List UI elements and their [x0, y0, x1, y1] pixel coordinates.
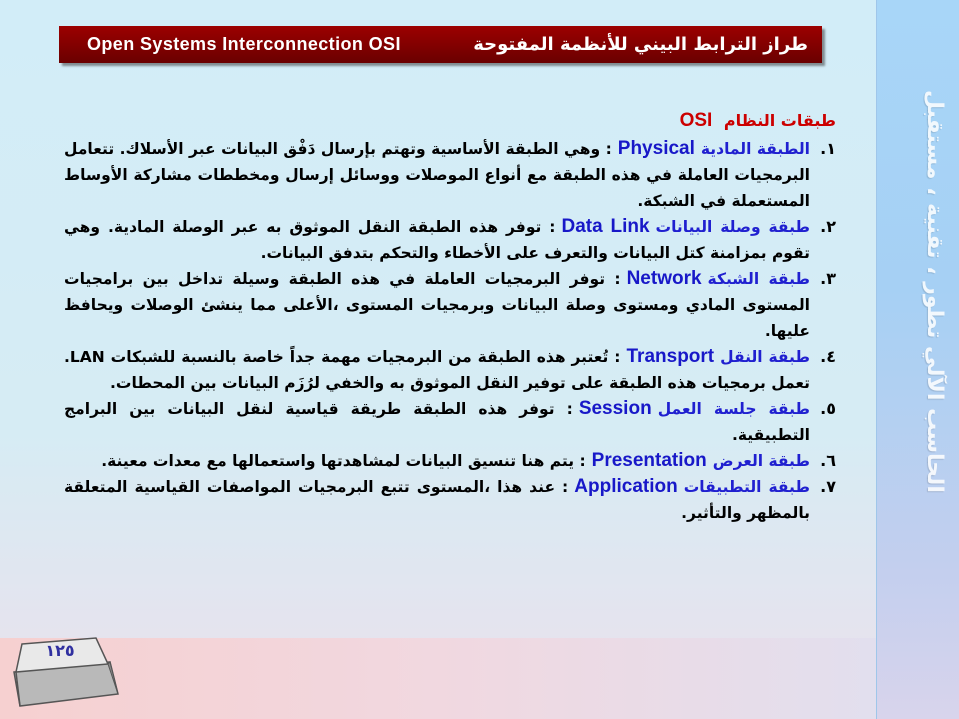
layer-description: : يتم هنا تنسيق البيانات لمشاهدتها واستعمالها مع معدات معينة. [101, 452, 586, 470]
layer-name-arabic: طبقة الشبكة [707, 270, 810, 288]
layer-number: ٧. [820, 477, 836, 496]
layer-text [64, 396, 810, 448]
layer-name-arabic: طبقة التطبيقات [683, 478, 810, 496]
layer-name-arabic: الطبقة المادية [700, 140, 810, 158]
layer-name-arabic: طبقة وصلة البيانات [655, 218, 810, 236]
layer-name-english: Application [574, 476, 678, 497]
layer-name-english: Network [626, 268, 702, 289]
header-title-english: Open Systems Interconnection OSI [87, 34, 401, 54]
section-title [64, 108, 836, 134]
page-number: ١٢٥ [45, 641, 75, 660]
layer-name-english: Session [578, 398, 652, 419]
layer-item-physical [64, 136, 836, 214]
layer-text [64, 214, 810, 266]
layer-text [64, 344, 810, 396]
slide-bottom-band [0, 638, 876, 719]
layer-description: : توفر البرمجيات العاملة في هذه الطبقة وسيلة تداخل بين برامجيات المستوى المادي ومستوى وصلة البيانات وبرمجيات المستوى ،الأعلى مما ينشئ الوصلات ويحافظ عليها. [64, 270, 810, 340]
layer-number: ٢. [820, 217, 836, 236]
layer-number: ٦. [820, 451, 836, 470]
layer-description: : وهي الطبقة الأساسية وتهتم بإرسال دَفْق البيانات عبر الأسلاك. تتعامل البرمجيات العاملة في هذه الطبقة مع أنواع الموصلات ووسائل إرسال ومخططات مشاركة الأوساط المستعملة في الشبكة. [64, 140, 810, 210]
slide-content [64, 108, 836, 526]
header-bar [59, 26, 822, 63]
layer-text [64, 448, 810, 474]
layer-item-network [64, 266, 836, 344]
layer-name-english: Transport [626, 346, 715, 367]
section-title-english: OSI [679, 110, 713, 131]
header-title-arabic: طراز الترابط البيني للأنظمة المفتوحة [473, 34, 808, 55]
layer-item-application [64, 474, 836, 526]
layer-number: ٥. [820, 399, 836, 418]
layer-item-presentation [64, 448, 836, 474]
layer-number: ٤. [820, 347, 836, 366]
layer-name-english: Physical [617, 138, 695, 159]
layer-description: : توفر هذه الطبقة النقل الموثوق به عبر الوصلة المادية. وهي تقوم بمزامنة كتل البيانات والتعرف على الأخطاء والتحكم بتدفق البيانات. [64, 218, 810, 262]
layer-description: : عند هذا ،المستوى تتبع البرمجيات المواصفات القياسية المتعلقة بالمظهر والتأثير. [64, 478, 810, 522]
layer-name-english: Data Link [561, 216, 650, 237]
layer-text [64, 474, 810, 526]
side-panel [876, 0, 959, 719]
layer-item-session [64, 396, 836, 448]
layer-name-english: Presentation [591, 450, 707, 471]
side-panel-title: الحاسب الآلي تطور ، تقنية ، مستقبل [922, 90, 947, 493]
layer-name-arabic: طبقة جلسة العمل [657, 400, 810, 418]
layer-name-arabic: طبقة العرض [712, 452, 810, 470]
page-number-keycap [10, 632, 120, 712]
layer-number: ١. [820, 139, 836, 158]
layer-text [64, 266, 810, 344]
layer-list [64, 136, 836, 526]
layer-name-arabic: طبقة النقل [720, 348, 810, 366]
section-title-arabic: طبقات النظام [723, 111, 836, 130]
layer-description: : توفر هذه الطبقة طريقة قياسية لنقل البيانات بين البرامج التطبيقية. [64, 400, 810, 444]
layer-number: ٣. [820, 269, 836, 288]
layer-text [64, 136, 810, 214]
layer-description: : تُعتبر هذه الطبقة من البرمجيات مهمة جداً خاصة بالنسبة للشبكات LAN. تعمل برمجيات هذه الطبقة على توفير النقل الموثوق به والخفي لرُزَم البيانات بين المحطات. [64, 348, 810, 392]
layer-item-transport [64, 344, 836, 396]
layer-item-data-link [64, 214, 836, 266]
